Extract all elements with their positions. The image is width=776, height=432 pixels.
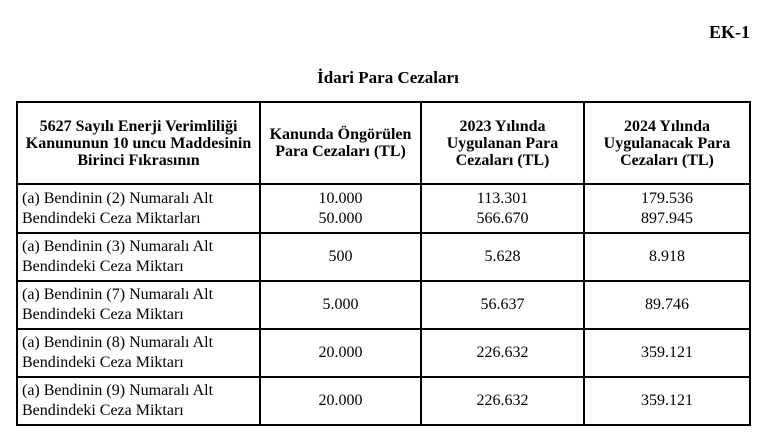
row-description: (a) Bendinin (7) Numaralı Alt Bendindeki Ceza Miktarı [17, 281, 260, 329]
penalty-table [16, 101, 751, 426]
table-row [17, 184, 750, 233]
applied-2023-value: 5.628 [421, 233, 584, 281]
row-description: (a) Bendinin (8) Numaralı Alt Bendindeki Ceza Miktarı [17, 329, 260, 377]
row-description: (a) Bendinin (3) Numaralı Alt Bendindeki Ceza Miktarı [17, 233, 260, 281]
table-row [17, 233, 750, 281]
statutory-fine-value: 20.000 [260, 377, 421, 425]
row-description: (a) Bendinin (9) Numaralı Alt Bendindeki Ceza Miktarı [17, 377, 260, 425]
statutory-fine-value: 5.000 [260, 281, 421, 329]
to-apply-2024-value: 359.121 [584, 377, 750, 425]
to-apply-2024-cell [584, 184, 750, 233]
applied-2023-value: 56.637 [421, 281, 584, 329]
applied-2023-value: 226.632 [421, 377, 584, 425]
row-description: (a) Bendinin (2) Numaralı Alt Bendindeki Ceza Miktarları [17, 184, 260, 233]
to-apply-2024-value: 897.945 [641, 209, 693, 227]
header-to-apply-2024: 2024 Yılında Uygulanacak Para Cezaları (TL) [584, 102, 750, 184]
annex-label: EK-1 [708, 22, 750, 42]
applied-2023-value: 226.632 [421, 329, 584, 377]
to-apply-2024-value: 89.746 [584, 281, 750, 329]
table-row [17, 281, 750, 329]
header-applied-2023: 2023 Yılında Uygulanan Para Cezaları (TL) [421, 102, 584, 184]
to-apply-2024-value: 8.918 [584, 233, 750, 281]
statutory-fine-value: 500 [260, 233, 421, 281]
header-law-article: 5627 Sayılı Enerji Verimliliği Kanununun 10 uncu Maddesinin Birinci Fıkrasının [17, 102, 260, 184]
document-title: İdari Para Cezaları [317, 68, 459, 87]
statutory-fine-value: 20.000 [260, 329, 421, 377]
to-apply-2024-value: 359.121 [584, 329, 750, 377]
statutory-fine-value: 50.000 [318, 209, 363, 227]
to-apply-2024-value: 179.536 [641, 189, 693, 207]
statutory-fine-cell [260, 184, 421, 233]
table-header-row [17, 102, 750, 184]
table-row [17, 377, 750, 425]
applied-2023-value: 566.670 [476, 209, 529, 227]
applied-2023-value: 113.301 [476, 189, 529, 207]
header-statutory-fines: Kanunda Öngörülen Para Cezaları (TL) [260, 102, 421, 184]
statutory-fine-value: 10.000 [318, 189, 363, 207]
table-row [17, 329, 750, 377]
applied-2023-cell [421, 184, 584, 233]
